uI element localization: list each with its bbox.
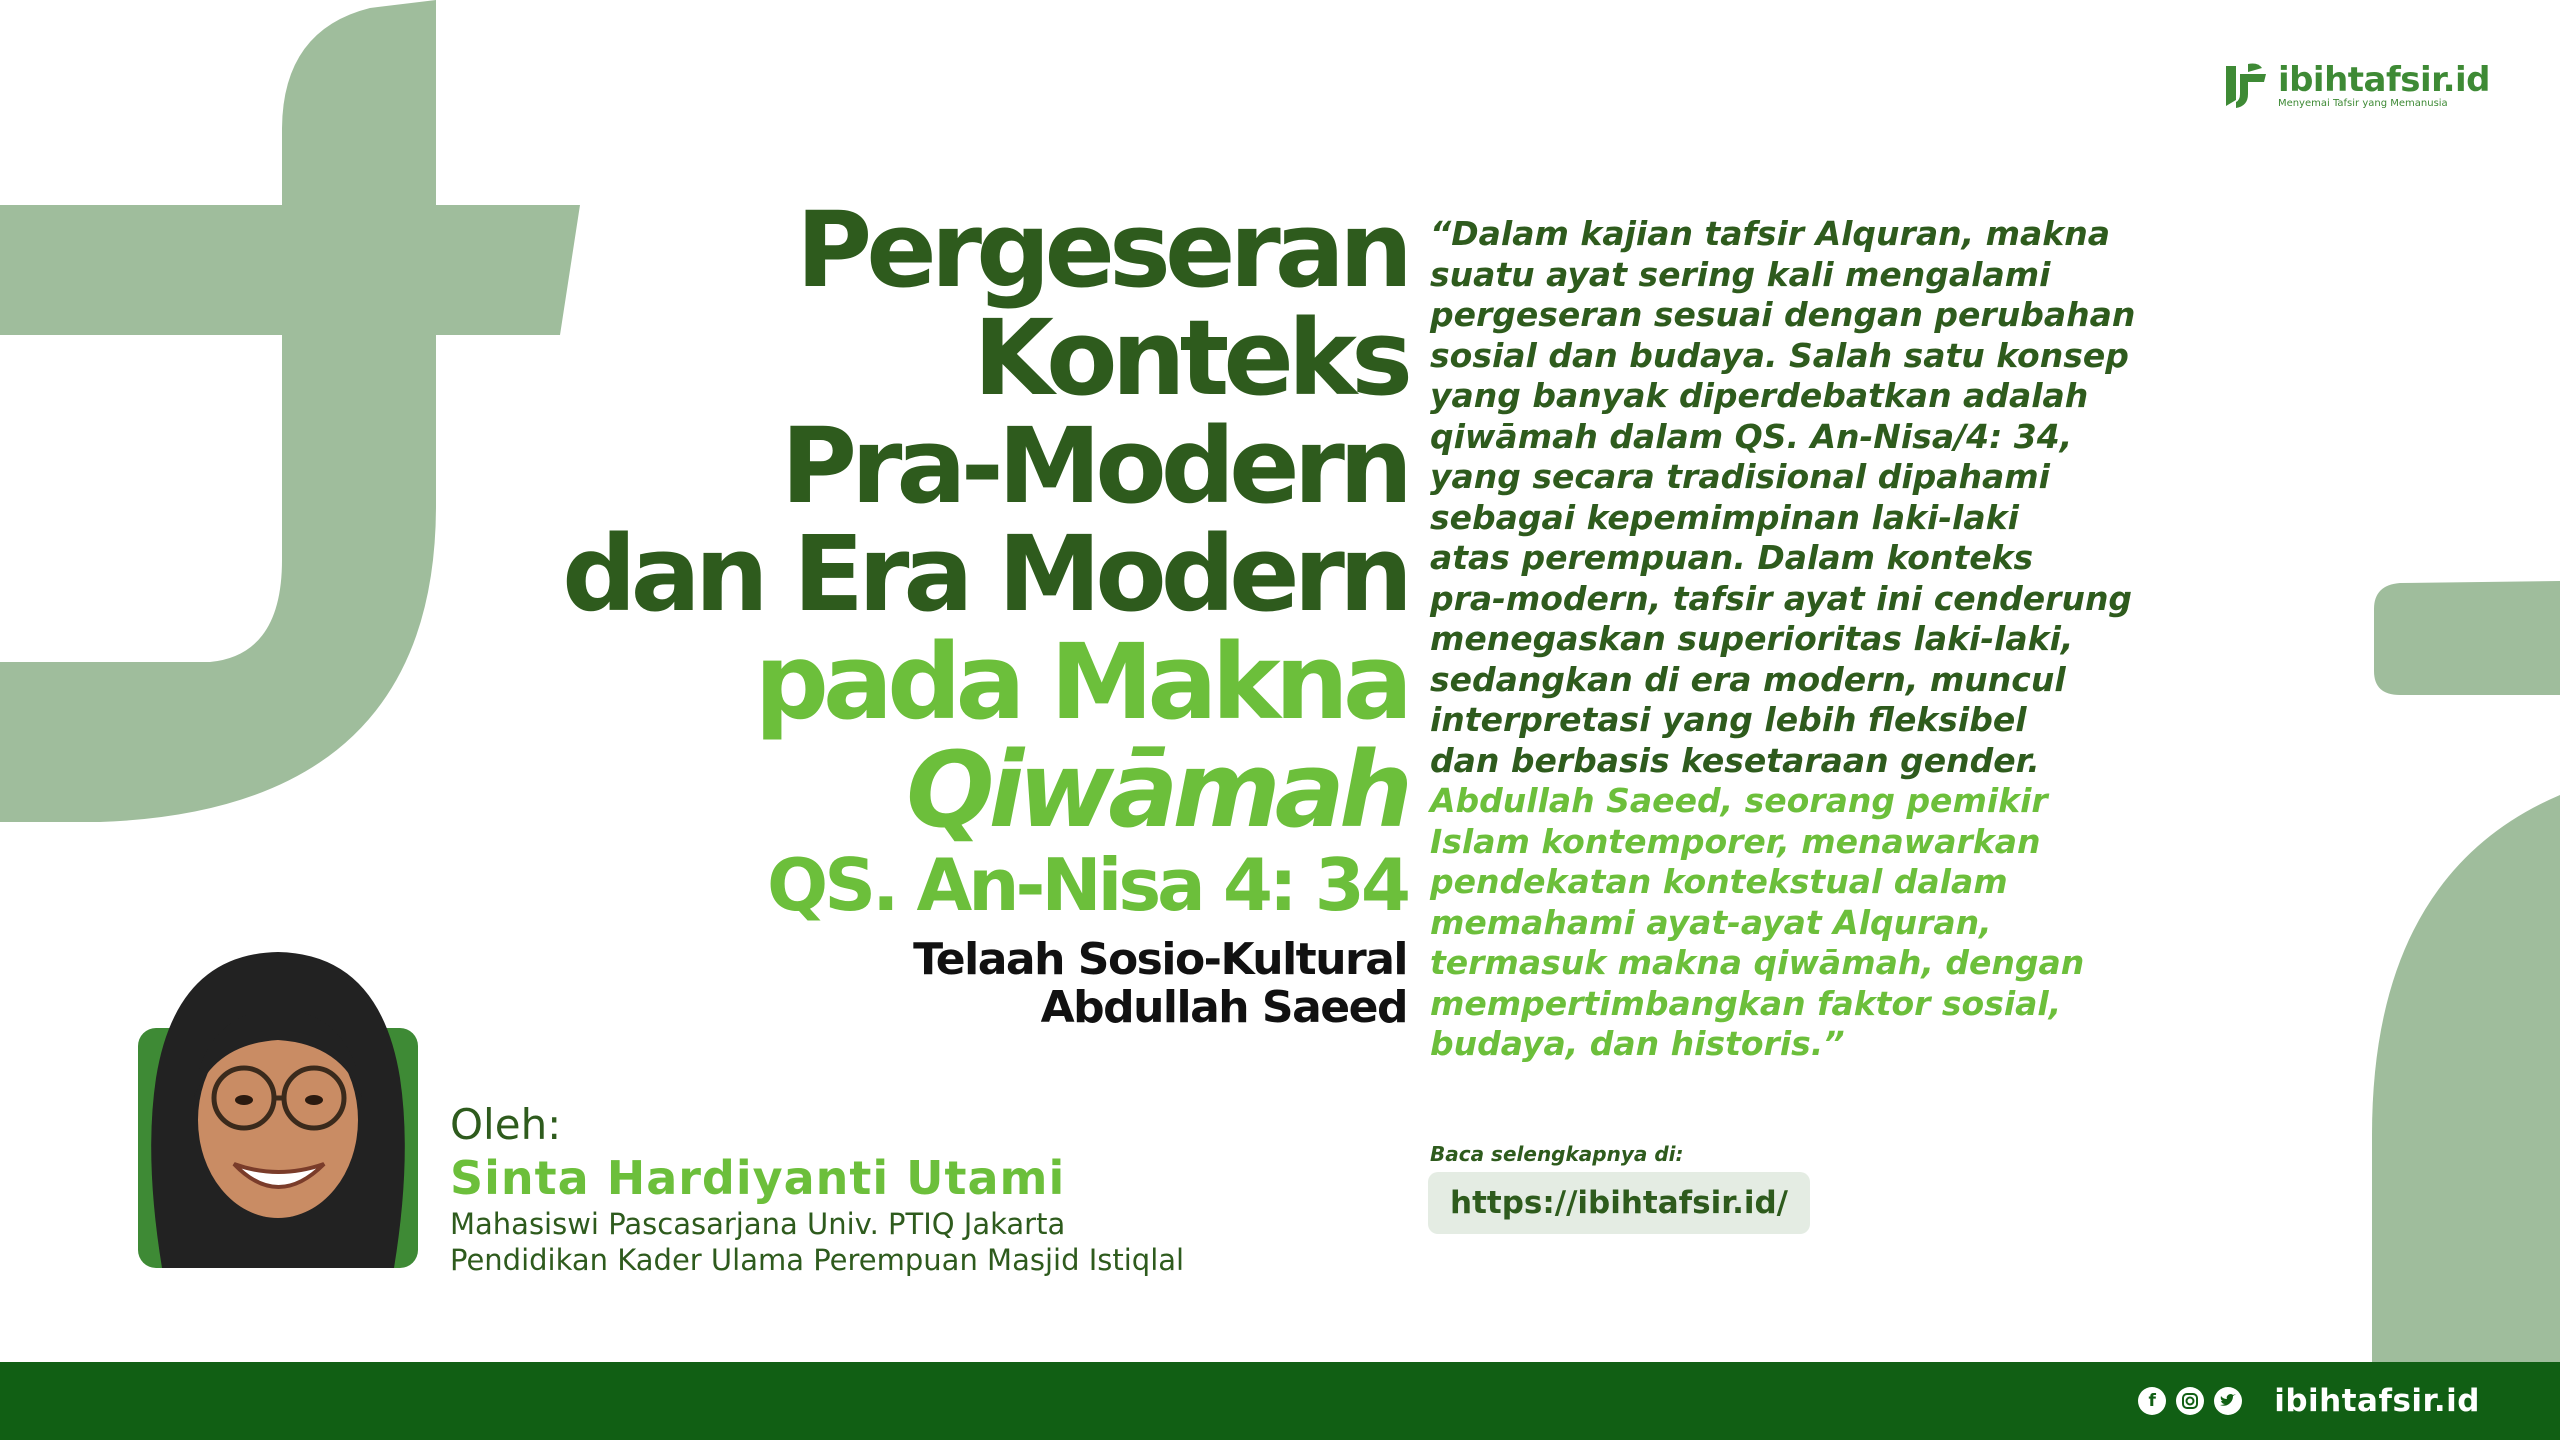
quote-line: atas perempuan. Dalam konteks <box>1430 538 2034 577</box>
quote-line: interpretasi yang lebih fleksibel <box>1430 700 2027 739</box>
brand-name: ibihtafsir.id <box>2277 60 2490 100</box>
brand-tagline: Menyemai Tafsir yang Memanusia <box>2277 98 2448 109</box>
quote-line: pra-modern, tafsir ayat ini cenderung <box>1430 578 2133 618</box>
social-links <box>2138 1362 2480 1440</box>
twitter-icon[interactable] <box>2214 1387 2242 1415</box>
quote-line-highlight: Islam kontemporer, menawarkan <box>1430 821 2041 861</box>
quote-line: “Dalam kajian tafsir Alquran, makna <box>1430 214 2110 253</box>
quote-line: menegaskan superioritas laki-laki, <box>1430 619 2074 658</box>
title-line: pada Makna <box>754 621 1407 743</box>
title-line: Pra-Modern <box>780 405 1407 527</box>
quote-line: dan berbasis kesetaraan gender. <box>1430 740 2040 780</box>
read-more-link[interactable]: https://ibihtafsir.id/ <box>1428 1172 1810 1234</box>
quote-line-highlight: mempertimbangkan faktor sosial, <box>1430 983 2062 1023</box>
quote-line: yang secara tradisional dipahami <box>1430 457 2050 496</box>
background-logo-shape-right <box>2360 575 2560 1365</box>
article-quote <box>1430 214 2136 1065</box>
quote-line-highlight: budaya, dan historis.” <box>1430 1024 1845 1063</box>
quote-line-highlight: termasuk makna qiwāmah, dengan <box>1430 943 2085 982</box>
title-line: Konteks <box>973 297 1407 419</box>
author-affiliation: Pendidikan Kader Ulama Perempuan Masjid Istiqlal <box>450 1243 1185 1277</box>
quote-line: yang banyak diperdebatkan adalah <box>1430 376 2089 415</box>
quote-line-highlight: memahami ayat-ayat Alquran, <box>1430 902 1992 942</box>
quote-line: pergeseran sesuai dengan perubahan <box>1430 295 2136 334</box>
quote-line: suatu ayat sering kali mengalami <box>1430 254 2051 294</box>
author-by-label: Oleh: <box>450 1100 562 1149</box>
author-portrait-icon <box>138 948 418 1268</box>
instagram-icon[interactable] <box>2176 1387 2204 1415</box>
facebook-icon[interactable]: f <box>2138 1387 2166 1415</box>
brand-logo[interactable] <box>2218 60 2490 112</box>
quote-line-highlight: pendekatan kontekstual dalam <box>1430 862 2008 901</box>
read-more-label: Baca selengkapnya di: <box>1430 1142 1684 1166</box>
author-name: Sinta Hardiyanti Utami <box>450 1151 1066 1205</box>
quote-line-highlight: Abdullah Saeed, seorang pemikir <box>1430 781 2048 820</box>
quote-line: sebagai kepemimpinan laki-laki <box>1430 497 2019 537</box>
quote-line: sosial dan budaya. Salah satu konsep <box>1430 335 2129 375</box>
title-line: Qiwāmah <box>906 729 1407 851</box>
subtitle-line: Abdullah Saeed <box>1040 982 1407 1033</box>
author-info <box>450 1100 1184 1278</box>
quote-line: qiwāmah dalam QS. An-Nisa/4: 34, <box>1430 416 2073 456</box>
footer-bar <box>0 1362 2560 1440</box>
ibihtafsir-logo-icon <box>2218 60 2270 112</box>
footer-site-name[interactable]: ibihtafsir.id <box>2274 1383 2480 1419</box>
quote-line: sedangkan di era modern, muncul <box>1430 659 2066 699</box>
title-line: dan Era Modern <box>562 513 1407 635</box>
subtitle-line: Telaah Sosio-Kultural <box>913 934 1407 985</box>
article-title <box>407 189 1407 1033</box>
title-line: Pergeseran <box>796 189 1407 311</box>
author-affiliation: Mahasiswi Pascasarjana Univ. PTIQ Jakarta <box>450 1207 1066 1241</box>
author-photo <box>138 948 418 1268</box>
title-verse: QS. An-Nisa 4: 34 <box>767 843 1407 927</box>
